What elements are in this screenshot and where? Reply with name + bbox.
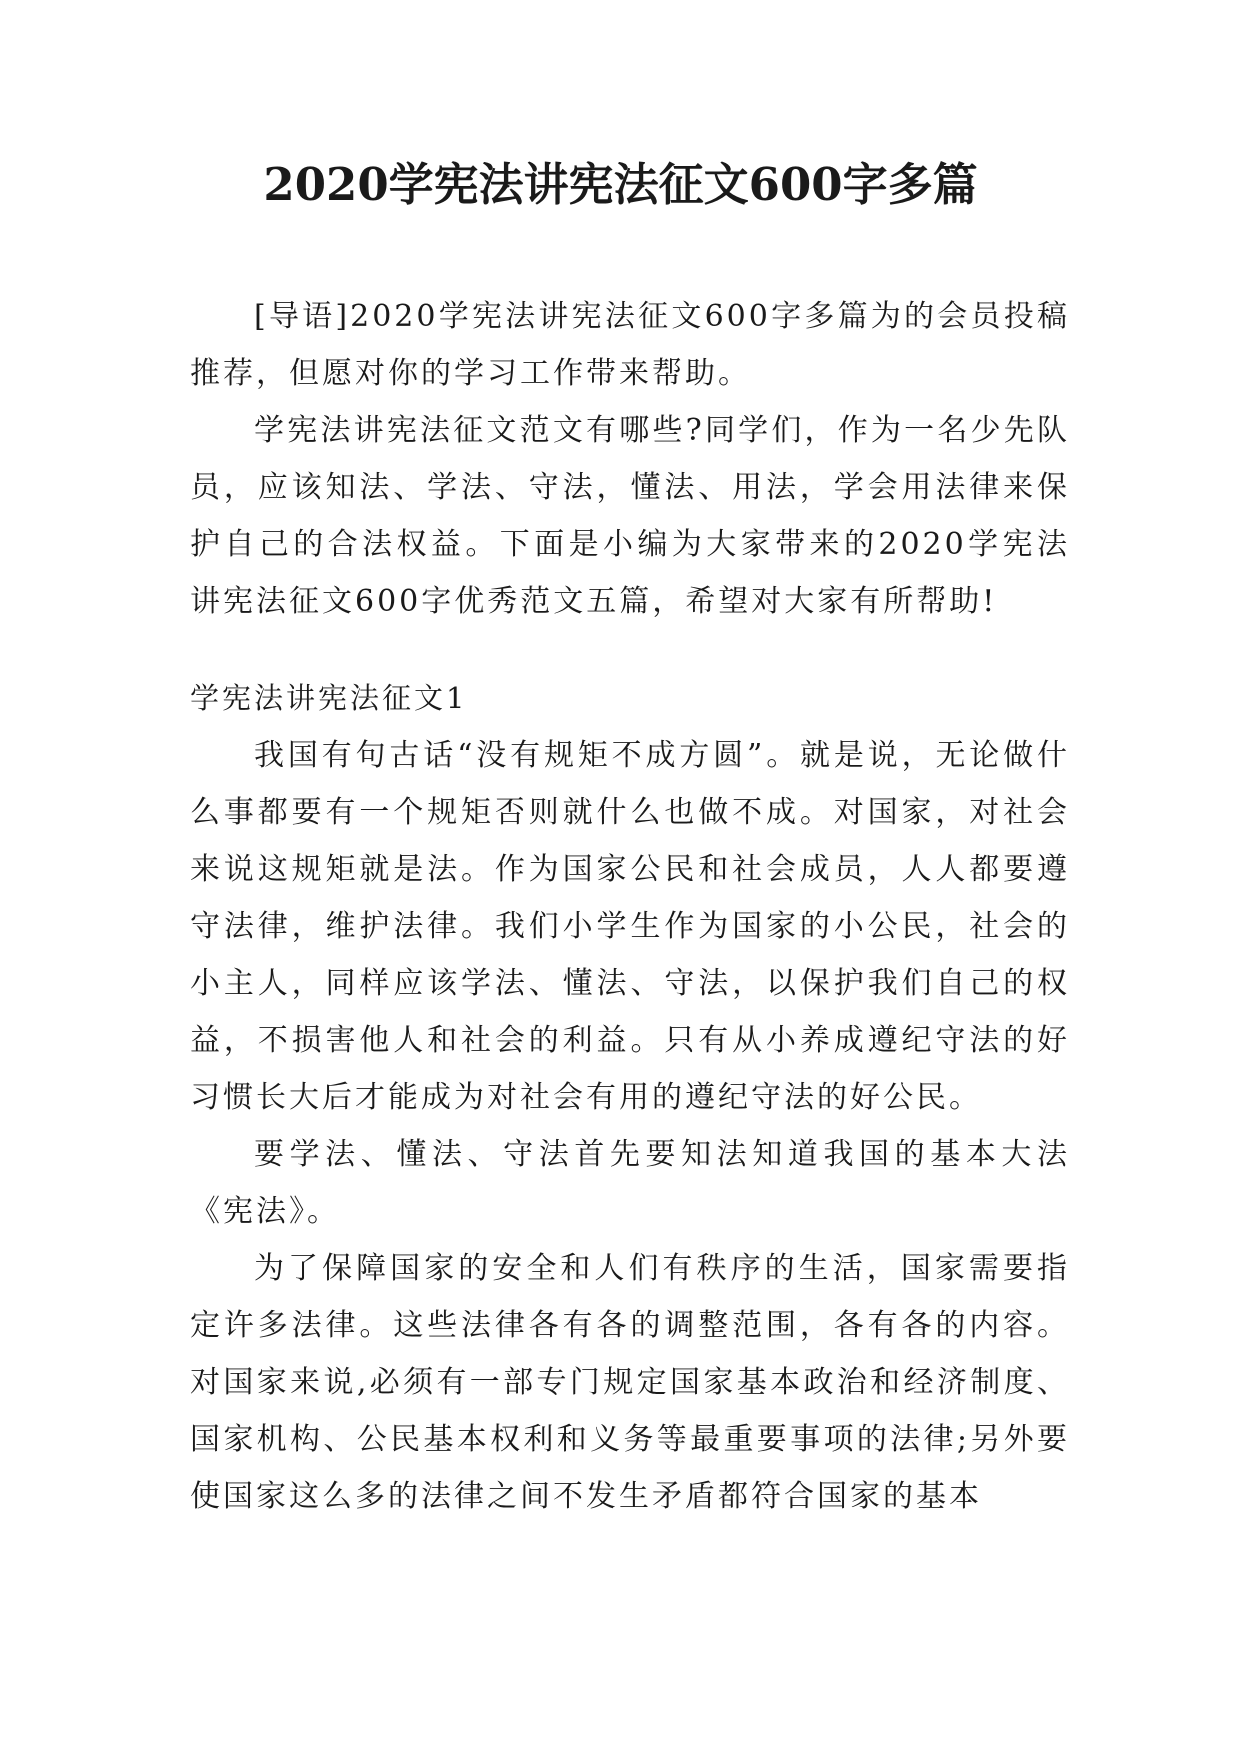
body-paragraph: 要学法、懂法、守法首先要知法知道我国的基本大法《宪法》。 xyxy=(190,1137,1070,1229)
document-body xyxy=(190,288,1070,1525)
intro-paragraph: 学宪法讲宪法征文范文有哪些?同学们，作为一名少先队员，应该知法、学法、守法，懂法、用法，学会用法律来保护自己的合法权益。下面是小编为大家带来的2020学宪法讲宪法征文600字优秀范文五篇，希望对大家有所帮助! xyxy=(190,413,1070,619)
section-spacer xyxy=(190,630,1070,670)
document-title: 2020学宪法讲宪法征文600字多篇 xyxy=(263,158,978,211)
intro-paragraph: [导语]2020学宪法讲宪法征文600字多篇为的会员投稿推荐，但愿对你的学习工作带来帮助。 xyxy=(190,299,1070,391)
section-heading: 学宪法讲宪法征文1 xyxy=(190,681,468,715)
body-paragraph: 我国有句古话“没有规矩不成方圆”。就是说，无论做什么事都要有一个规矩否则就什么也做不成。对国家，对社会来说这规矩就是法。作为国家公民和社会成员，人人都要遵守法律，维护法律。我们小学生作为国家的小公民，社会的小主人，同样应该学法、懂法、守法，以保护我们自己的权益，不损害他人和社会的利益。只有从小养成遵纪守法的好习惯长大后才能成为对社会有用的遵纪守法的好公民。 xyxy=(190,738,1070,1115)
body-paragraph: 为了保障国家的安全和人们有秩序的生活，国家需要指定许多法律。这些法律各有各的调整范围，各有各的内容。对国家来说,必须有一部专门规定国家基本政治和经济制度、国家机构、公民基本权利和义务等最重要事项的法律;另外要使国家这么多的法律之间不发生矛盾都符合国家的基本 xyxy=(190,1251,1070,1514)
